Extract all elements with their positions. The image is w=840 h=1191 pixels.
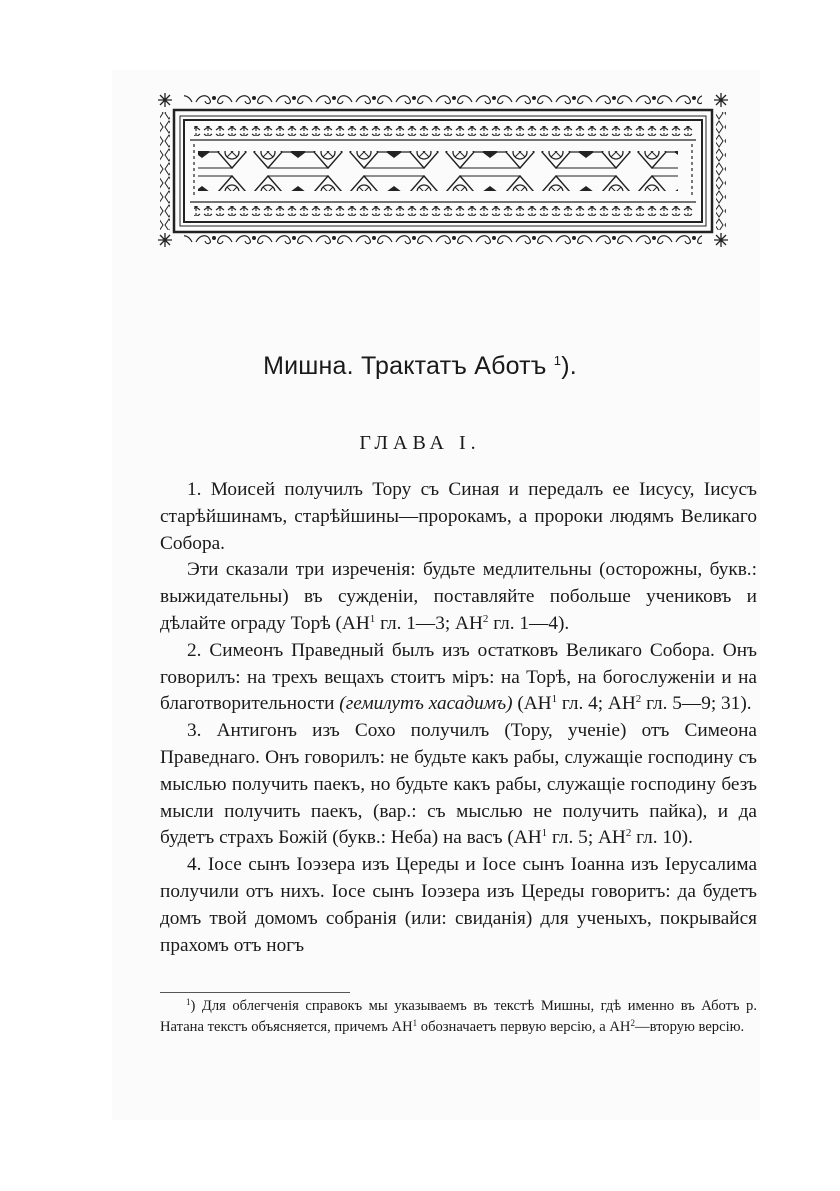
superscript: 1 xyxy=(369,612,376,625)
superscript: 2 xyxy=(630,1018,635,1028)
footnote xyxy=(160,996,757,1038)
superscript: 1 xyxy=(551,693,558,706)
text-run: гл. 1—3; АН xyxy=(375,612,483,634)
text-run: —вторую версію. xyxy=(634,1019,745,1035)
paragraph-4 xyxy=(160,718,757,852)
headpiece-ornament xyxy=(154,92,732,250)
title-footnote-mark: 1 xyxy=(553,353,562,368)
footnote-mark: 1 xyxy=(186,997,191,1007)
paragraph-1: 1. Моисей получилъ Тору съ Синая и передалъ ее Іисусу, Іисусъ старѣйшинамъ, старѣйшины—пророкамъ, а пророки людямъ Великаго Собора. xyxy=(160,479,757,554)
footnote-divider xyxy=(160,992,350,993)
paragraph-3 xyxy=(160,638,757,718)
superscript: 2 xyxy=(625,827,632,840)
text-run: (АН xyxy=(512,693,552,715)
paragraph-5: 4. Іосе сынъ Іоэзера изъ Цереды и Іосе сынъ Іоанна изъ Іерусалима получили отъ нихъ. Іосе сынъ Іоэзера изъ Цереды говоритъ: да будетъ домъ твой домомъ собранія (или: свиданія) для ученыхъ, покрывайся прахомъ отъ ногъ xyxy=(160,854,757,956)
text-run: Эти сказали три изреченія: будьте медлительны (осторожны, букв.: выжидательны) въ сужденіи, поставляйте побольше учениковъ и дѣлайте ограду Торѣ (АН xyxy=(160,559,757,634)
text-run: ) Для облегченія справокъ мы указываемъ въ текстѣ Мишны, гдѣ именно въ Аботъ р. Натана текстъ объясняется, причемъ АН xyxy=(160,998,757,1035)
text-run: гл. 1—4). xyxy=(488,612,570,634)
paragraph-2 xyxy=(160,557,757,637)
text-run: 3. Антигонъ изъ Сохо получилъ (Тору, ученіе) отъ Симеона Праведнаго. Онъ говорилъ: не будьте какъ рабы, служащіе господину съ мыслью получить паекъ, но будьте какъ рабы, служащіе господину безъ мысли получить паекъ, (вар.: съ мыслью не получить пайка), и да будетъ страхъ Божій (букв.: Неба) на васъ (АН xyxy=(160,720,757,849)
superscript: 2 xyxy=(635,693,642,706)
superscript: 1 xyxy=(541,827,548,840)
superscript: 2 xyxy=(482,612,489,625)
text-run: обозначаетъ первую версію, а АН xyxy=(417,1019,631,1035)
chapter-heading: ГЛАВА I. xyxy=(359,432,481,454)
footnote-text xyxy=(160,996,757,1038)
page-title xyxy=(0,352,840,381)
main-text xyxy=(160,477,757,959)
ornamental-headpiece xyxy=(154,92,732,250)
text-run: гл. 5; АН xyxy=(547,827,626,849)
text-run: гл. 4; АН xyxy=(557,693,636,715)
superscript: 1 xyxy=(412,1018,418,1028)
text-run: 2. Симеонъ Праведный былъ изъ остатковъ Великаго Собора. Онъ говорилъ: на трехъ вещахъ стоитъ міръ: на Торѣ, на богослуженіи и на благотворительности xyxy=(160,639,757,715)
title-text: Мишна. Трактатъ Аботъ xyxy=(263,352,547,380)
text-run: гл. 10). xyxy=(631,827,693,849)
italic-term: (гемилутъ хасадимъ) xyxy=(339,693,513,715)
title-close: ). xyxy=(561,352,577,380)
text-run: гл. 5—9; 31). xyxy=(641,693,752,715)
